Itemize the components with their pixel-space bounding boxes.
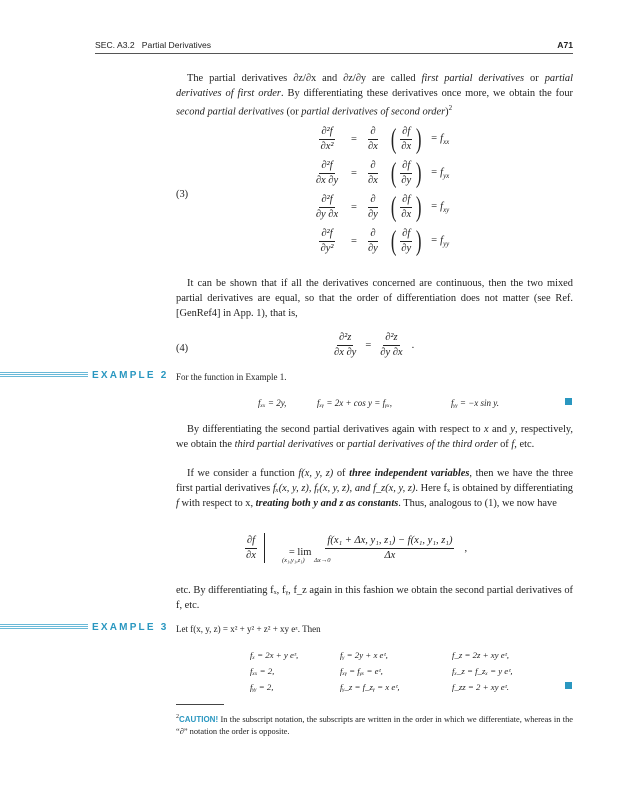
eq3-result: = $f_{yx}$ — [430, 166, 450, 181]
equation-4: $\frac{\text{∂²z}}{\partial x \partial y}$ = $\frac{\text{∂²z}}{\partial y \partial x}$ . — [334, 332, 415, 358]
term-treating-constants: treating both y and z as constants — [255, 498, 399, 509]
example3-derivative: fᵧ_z = f_zᵧ = x eᶻ, — [340, 682, 400, 692]
example2-f3: fᵧᵧ = −x sin y. — [451, 398, 500, 408]
eq3-result: = $f_{xx}$ — [430, 132, 450, 147]
eq3-inner-fraction: $\frac{\partial f}{\partial x}$ — [401, 194, 412, 220]
limit-lhs-fraction: $\frac{\partial f}{\partial x}$ — [246, 534, 256, 561]
second-partials-paragraph: etc. By differentiating fₓ, fᵧ, f_z again in this fashion we obtain the second partial derivatives of f, etc. — [176, 585, 573, 611]
term-partial-first-order: partial derivatives of first order — [176, 73, 573, 99]
end-of-example-square — [565, 398, 572, 405]
example3-text: Let f(x, y, z) = x² + y² + z² + xy eᶻ. Then — [176, 624, 321, 634]
limit-subscript: Δx→0 — [314, 557, 331, 564]
term-partial-second-order: partial derivatives of second order — [301, 106, 446, 118]
term-second-partial: second partial derivatives — [176, 106, 284, 118]
term-third-partial: third partial derivatives — [234, 439, 334, 450]
end-of-example-square — [565, 682, 572, 689]
page-number: A71 — [557, 40, 573, 50]
example3-derivative: fᵧᵧ = 2, — [250, 682, 274, 692]
eq3-lhs-fraction: $\frac{\text{∂²f}}{\partial x \partial y}$ — [315, 160, 339, 186]
example2-dotted-rule — [0, 372, 88, 378]
eq3-operator-fraction: $\frac{\partial}{\partial y}$ — [367, 194, 378, 220]
limit-rhs-fraction: $\frac{\text{f(x₁ + Δx, y₁, z₁) − f(x₁, y₁, z₁)}}{\Delta x}$ — [327, 534, 453, 561]
eq3-operator-fraction: $\frac{\partial}{\partial x}$ — [367, 126, 378, 152]
footnote-ref: 2 — [448, 104, 453, 112]
example2-f1: fₓₓ = 2y, — [258, 398, 287, 408]
eq4-left-fraction: $\frac{\text{∂²z}}{\partial x \partial y}$ — [334, 332, 357, 358]
eq3-inner-fraction: $\frac{\partial f}{\partial x}$ — [401, 126, 412, 152]
eq3-lhs-fraction: $\frac{\text{∂²f}}{\text{∂y²}}$ — [320, 228, 334, 254]
header-rule — [95, 53, 573, 54]
footnote-rule — [176, 704, 224, 705]
example3-dotted-rule — [0, 624, 88, 630]
eq4-label: (4) — [176, 343, 189, 354]
example3-derivative: fᵧ = 2y + x eᶻ, — [340, 650, 388, 660]
eq3-inner-fraction: $\frac{\partial f}{\partial y}$ — [401, 160, 412, 186]
eq4-right-fraction: $\frac{\text{∂²z}}{\partial y \partial x}$ — [380, 332, 403, 358]
term-three-variables: three independent variables — [349, 468, 470, 479]
running-header — [95, 40, 573, 54]
term-first-partial: first partial derivatives — [421, 73, 525, 84]
eq3-lhs-fraction: $\frac{\text{∂²f}}{\partial y \partial x}$ — [315, 194, 339, 220]
third-derivatives-paragraph: By differentiating the second partial derivatives again with respect to x and y, respectively, we obtain the third partial derivatives or partial derivatives of the third order of f, etc. — [176, 424, 574, 450]
eq3-result: = $f_{yy}$ — [430, 234, 450, 249]
example3-derivative: fₓ_z = f_zₓ = y eᶻ, — [452, 666, 513, 676]
example3-derivative: fₓₓ = 2, — [250, 666, 275, 676]
eq3-row: $\frac{\text{∂²f}}{\partial y \partial x}$ = $\frac{\partial}{\partial y}$ ( $\frac{\partial f}{\partial x}$ ) = $f_{xy}$ — [310, 194, 449, 221]
eq3-inner-fraction: $\frac{\partial f}{\partial y}$ — [401, 228, 412, 254]
example2-text: For the function in Example 1. — [176, 372, 287, 382]
footnote: $^2$CAUTION! In the subscript notation, the subscripts are written in the order in which we differentiate, whereas in the “∂” notation the order is opposite. — [176, 714, 573, 736]
evaluation-bar — [264, 533, 265, 563]
eq3-row: $\frac{\text{∂²f}}{\text{∂x²}}$ = $\frac{\partial}{\partial x}$ ( $\frac{\partial f}{\partial x}$ ) = $f_{xx}$ — [310, 126, 449, 153]
example3-derivative: f_zz = 2 + xy eᶻ. — [452, 682, 509, 692]
intro-paragraph: The partial derivatives ∂z/∂x and ∂z/∂y are called first partial derivatives or partial derivatives of first order. By differentiating these derivatives once more, we obtain the four second partial derivatives (or partial derivatives of second order)$^2$ — [176, 73, 573, 118]
eq3-result: = $f_{xy}$ — [430, 200, 450, 215]
eq3-lhs-fraction: $\frac{\text{∂²f}}{\text{∂x²}}$ — [320, 126, 334, 152]
limit-eval-point: (x₁,y₁,z₁) — [282, 557, 305, 564]
section-title: SEC. A3.2 Partial Derivatives — [95, 40, 212, 50]
example2-f2: fₓᵧ = 2x + cos y = fᵧₓ, — [317, 398, 392, 408]
caution-label: CAUTION! — [179, 714, 219, 724]
eq3-operator-fraction: $\frac{\partial}{\partial y}$ — [367, 228, 378, 254]
eq3-operator-fraction: $\frac{\partial}{\partial x}$ — [367, 160, 378, 186]
three-variables-paragraph: If we consider a function f(x, y, z) of three independent variables, then we have the three first partial derivatives fₓ(x, y, z), fᵧ(x, y, z), and f_z(x, y, z). Here fₓ is obtained by differentiating f with respect to x, treating both y and z as constants. Thus, analogous to (1), we now have — [176, 468, 573, 509]
continuity-paragraph: It can be shown that if all the derivatives concerned are continuous, then the two mixed partial derivatives are equal, so that the order of differentiation does not matter (see Ref. [GenRef4] in App. 1), that is, — [176, 278, 573, 319]
example3-derivative: f_z = 2z + xy eᶻ, — [452, 650, 509, 660]
eq3-row: $\frac{\text{∂²f}}{\partial x \partial y}$ = $\frac{\partial}{\partial x}$ ( $\frac{\partial f}{\partial y}$ ) = $f_{yx}$ — [310, 160, 449, 187]
limit-equation: $\frac{\partial f}{\partial x}$ = lim $\frac{\text{f(x₁ + Δx, y₁, z₁) − f(x₁, y₁, z₁)}}{\Delta x}$ , — [244, 533, 467, 563]
eq3-row: $\frac{\text{∂²f}}{\text{∂y²}}$ = $\frac{\partial}{\partial y}$ ( $\frac{\partial f}{\partial y}$ ) = $f_{yy}$ — [310, 228, 449, 255]
term-third-order: partial derivatives of the third order — [347, 439, 498, 450]
example2-label: EXAMPLE 2 — [88, 370, 168, 381]
example3-derivative: fₓᵧ = fᵧₓ = eᶻ, — [340, 666, 383, 676]
example3-derivative: fₓ = 2x + y eᶻ, — [250, 650, 299, 660]
eq3-label: (3) — [176, 189, 189, 200]
example3-label: EXAMPLE 3 — [88, 622, 168, 633]
